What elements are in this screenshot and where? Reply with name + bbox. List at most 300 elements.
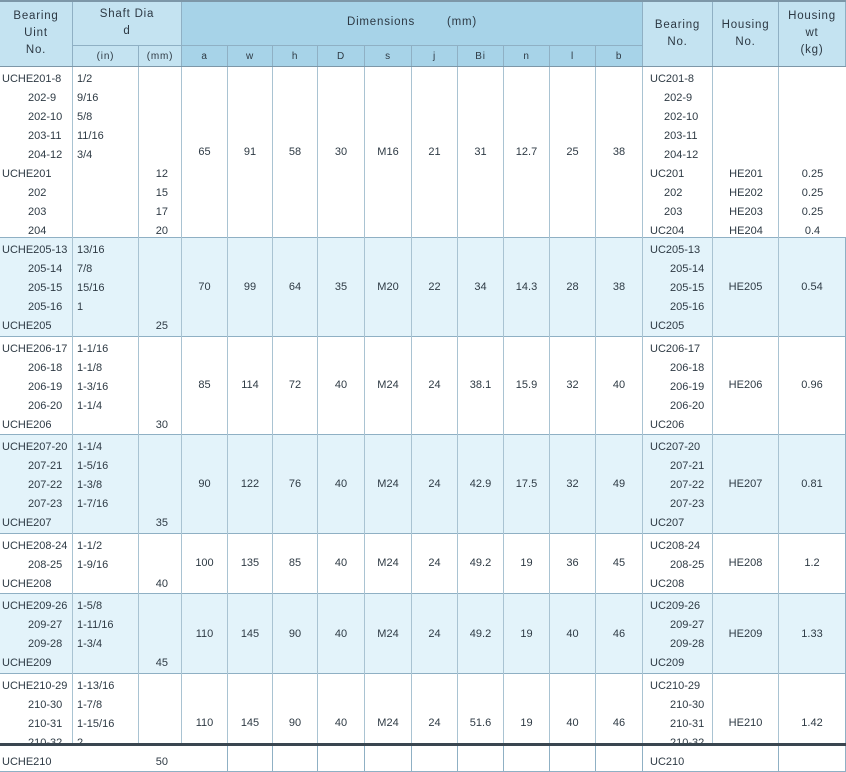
table-cell: 207-23 <box>28 498 63 511</box>
shaft-in-list <box>73 241 139 336</box>
bearing-no-list <box>643 70 713 241</box>
dim-cell: 49 <box>596 435 643 534</box>
column-rule <box>411 67 412 743</box>
dim-cell: 30 <box>318 67 365 238</box>
housing-no-cell: HE205 <box>713 238 779 337</box>
table-cell: 205-16 <box>670 301 705 314</box>
table-cell: 0.25 <box>801 168 824 180</box>
table-cell <box>139 476 182 495</box>
table-cell: 207-22 <box>28 479 63 492</box>
table-cell <box>73 753 139 772</box>
dim-cell: M20 <box>365 238 412 337</box>
table-cell: 205-14 <box>28 263 63 276</box>
table-cell: 207-21 <box>28 460 63 473</box>
table-cell: 206-19 <box>28 380 63 393</box>
table-cell: UC204 <box>650 225 685 237</box>
dim-cell: 24 <box>412 674 458 772</box>
dim-cell: 114 <box>228 337 273 436</box>
table-cell: UCHE208-24 <box>2 539 68 552</box>
table-cell: 1-11/16 <box>77 619 114 632</box>
table-cell: 203-11 <box>28 130 62 142</box>
dim-cell: 38.1 <box>458 337 504 436</box>
table-cell: UC206-17 <box>650 342 701 355</box>
table-cell <box>139 359 182 378</box>
unit-no-list <box>0 537 73 594</box>
table-cell: 1-13/16 <box>77 679 115 692</box>
table-cell: 202 <box>664 187 683 199</box>
column-rule <box>549 67 550 743</box>
dim-cell: 46 <box>596 674 643 772</box>
table-cell <box>779 89 846 108</box>
table-cell: 1-15/16 <box>77 717 115 730</box>
dim-cell: 14.3 <box>504 238 550 337</box>
table-cell: 40 <box>155 577 168 590</box>
table-cell: 1-5/8 <box>77 600 103 613</box>
table-cell: 12 <box>155 168 168 180</box>
header-line: Uint <box>24 27 48 39</box>
dim-cell: 65 <box>182 67 228 238</box>
unit-no-list <box>0 597 73 673</box>
table-cell: 210-31 <box>28 717 63 730</box>
header-line: No. <box>667 35 688 48</box>
table-cell: UCHE201-8 <box>2 73 62 85</box>
table-cell: 1-9/16 <box>77 558 109 571</box>
dim-cell: 90 <box>182 435 228 534</box>
table-cell: UC205-13 <box>650 244 701 257</box>
unit-no-list <box>0 241 73 336</box>
shaft-in-list <box>73 438 139 533</box>
table-cell <box>73 514 139 533</box>
table-cell: 202-10 <box>28 111 63 123</box>
shaft-in-list <box>73 597 139 673</box>
table-cell <box>139 696 182 715</box>
table-cell: 0.25 <box>801 206 824 218</box>
table-cell: UCHE209-26 <box>2 600 68 613</box>
table-cell: 207-22 <box>670 479 705 492</box>
dim-cell: 72 <box>273 337 318 436</box>
shaft-mm-list <box>139 241 182 336</box>
dim-cell: 34 <box>458 238 504 337</box>
table-cell: 25 <box>155 320 168 333</box>
shaft-mm-list <box>139 70 182 241</box>
table-bottom-rule <box>0 743 846 746</box>
dim-cell: 15.9 <box>504 337 550 436</box>
table-cell: 203 <box>664 206 683 218</box>
housing-no-cell: HE207 <box>713 435 779 534</box>
table-cell <box>713 127 779 146</box>
header-bearing-no <box>643 0 713 67</box>
table-cell: UC205 <box>650 320 685 333</box>
table-cell <box>139 241 182 260</box>
column-rule <box>227 67 228 743</box>
column-rule <box>317 67 318 743</box>
table-cell <box>139 457 182 476</box>
header-line: d <box>123 24 131 37</box>
table-cell: 1-5/16 <box>77 460 109 473</box>
header-unit-in: (in) <box>73 45 139 67</box>
table-cell <box>73 317 139 336</box>
table-cell: 1-1/4 <box>77 399 103 412</box>
housing-wt-list <box>779 70 846 241</box>
dim-cell: 122 <box>228 435 273 534</box>
table-cell: 206-19 <box>670 380 705 393</box>
header-line: Housing <box>721 18 770 31</box>
table-cell: 204 <box>28 225 47 237</box>
table-cell: UCHE208 <box>2 577 52 590</box>
table-cell: 206-20 <box>670 399 705 412</box>
table-cell <box>139 556 182 575</box>
dim-cell: 24 <box>412 337 458 436</box>
table-cell: UCHE206 <box>2 418 52 431</box>
housing-no-cell: HE210 <box>713 674 779 772</box>
table-cell <box>713 108 779 127</box>
table-cell: 50 <box>155 755 168 768</box>
table-cell <box>73 184 139 203</box>
dim-cell: 21 <box>412 67 458 238</box>
table-cell: 1 <box>77 301 84 314</box>
table-cell: 210-30 <box>670 698 705 711</box>
housing-wt-cell: 1.2 <box>779 534 846 595</box>
table-cell: UC206 <box>650 418 685 431</box>
table-cell <box>139 635 182 654</box>
dim-cell: M24 <box>365 337 412 436</box>
table-cell: 205-14 <box>670 263 705 276</box>
bearing-no-list <box>643 677 713 772</box>
column-rule <box>503 67 504 743</box>
dim-cell: 32 <box>550 337 596 436</box>
shaft-in-list <box>73 677 139 772</box>
table-cell <box>713 89 779 108</box>
dim-cell: 42.9 <box>458 435 504 534</box>
housing-wt-cell: 0.54 <box>779 238 846 337</box>
dim-cell: 90 <box>273 674 318 772</box>
table-cell: 202-9 <box>28 92 57 104</box>
column-rule <box>595 67 596 743</box>
column-rule <box>712 67 713 743</box>
dim-cell: 76 <box>273 435 318 534</box>
table-cell: UCHE206-17 <box>2 342 68 355</box>
table-cell: UC209 <box>650 657 685 670</box>
dim-cell: 85 <box>182 337 228 436</box>
table-cell: 20 <box>155 225 168 237</box>
header-top-rule <box>0 0 846 2</box>
header-dim-b: b <box>596 45 643 67</box>
dim-cell: M24 <box>365 534 412 595</box>
dim-cell: 45 <box>596 534 643 595</box>
table-cell: 204-12 <box>664 149 699 161</box>
header-dim-j: j <box>412 45 458 67</box>
table-cell <box>139 378 182 397</box>
table-cell: UCHE210-29 <box>2 679 68 692</box>
column-rule <box>181 67 182 743</box>
dim-cell: 40 <box>318 534 365 595</box>
housing-no-cell: HE206 <box>713 337 779 436</box>
table-cell <box>73 416 139 435</box>
table-cell: UC201-8 <box>650 73 695 85</box>
header-dim-l: l <box>550 45 596 67</box>
table-cell: 206-18 <box>28 361 63 374</box>
table-cell <box>779 127 846 146</box>
table-cell: 1-3/4 <box>77 638 103 651</box>
dim-cell: 49.2 <box>458 534 504 595</box>
table-cell: UCHE207 <box>2 517 52 530</box>
dim-cell: 40 <box>318 674 365 772</box>
table-cell: UC201 <box>650 168 685 180</box>
table-cell <box>73 203 139 222</box>
table-cell: 1-3/8 <box>77 479 103 492</box>
header-line: Housing <box>788 10 836 22</box>
table-cell: 45 <box>155 657 168 670</box>
table-cell: 35 <box>155 517 168 530</box>
table-cell <box>139 495 182 514</box>
table-cell: 209-28 <box>28 638 63 651</box>
table-cell: 205-16 <box>28 301 63 314</box>
table-cell: UC210 <box>650 755 685 768</box>
shaft-in-list <box>73 537 139 594</box>
dim-cell: 40 <box>550 594 596 674</box>
table-cell <box>139 146 182 165</box>
table-cell: 206-20 <box>28 399 63 412</box>
table-cell <box>139 260 182 279</box>
shaft-mm-list <box>139 340 182 435</box>
dim-cell: 40 <box>318 337 365 436</box>
dim-cell: 40 <box>318 594 365 674</box>
table-cell: 0.25 <box>801 187 824 199</box>
table-cell: 1-1/2 <box>77 539 103 552</box>
table-cell: 5/8 <box>77 111 93 123</box>
table-cell <box>139 677 182 696</box>
bearing-no-list <box>643 537 713 594</box>
table-cell: UCHE207-20 <box>2 441 68 454</box>
dim-cell: 38 <box>596 67 643 238</box>
unit-no-list <box>0 438 73 533</box>
header-dim-w: w <box>228 45 273 67</box>
housing-wt-cell: 0.96 <box>779 337 846 436</box>
table-cell <box>713 146 779 165</box>
table-cell: 1-3/16 <box>77 380 109 393</box>
dim-cell: 70 <box>182 238 228 337</box>
column-rule <box>642 67 643 743</box>
dim-cell: 49.2 <box>458 594 504 674</box>
housing-wt-cell: 1.42 <box>779 674 846 772</box>
table-cell: 1-1/16 <box>77 342 109 355</box>
dim-cell: 145 <box>228 674 273 772</box>
column-rule <box>364 67 365 743</box>
housing-no-cell: HE208 <box>713 534 779 595</box>
table-cell: 1-7/16 <box>77 498 109 511</box>
table-cell: 9/16 <box>77 92 99 104</box>
housing-no-cell: HE209 <box>713 594 779 674</box>
table-cell <box>139 127 182 146</box>
table-cell <box>779 70 846 89</box>
dim-cell: 46 <box>596 594 643 674</box>
dim-cell: 19 <box>504 674 550 772</box>
table-cell: 206-18 <box>670 361 705 374</box>
table-cell <box>73 575 139 594</box>
table-cell: 208-25 <box>670 558 705 571</box>
table-cell: UC210-29 <box>650 679 701 692</box>
header-dimensions: Dimensions (mm) <box>182 0 643 45</box>
table-cell <box>139 279 182 298</box>
dim-cell: 145 <box>228 594 273 674</box>
table-cell: UCHE209 <box>2 657 52 670</box>
dim-cell: 51.6 <box>458 674 504 772</box>
column-rule <box>72 67 73 743</box>
table-cell: 202 <box>28 187 47 199</box>
dim-cell: 135 <box>228 534 273 595</box>
dim-cell: 25 <box>550 67 596 238</box>
table-cell <box>779 108 846 127</box>
header-dim-h: h <box>273 45 318 67</box>
table-cell: 210-30 <box>28 698 63 711</box>
header-dim-n: n <box>504 45 550 67</box>
table-cell: 209-27 <box>670 619 705 632</box>
header-dim-bi: Bi <box>458 45 504 67</box>
table-cell: 209-27 <box>28 619 63 632</box>
dim-cell: 17.5 <box>504 435 550 534</box>
dim-cell: 58 <box>273 67 318 238</box>
table-cell: 207-21 <box>670 460 705 473</box>
dim-cell: 22 <box>412 238 458 337</box>
header-housing-wt <box>779 0 846 67</box>
table-cell: HE201 <box>729 168 763 180</box>
table-cell: HE202 <box>729 187 763 199</box>
header-line: No. <box>25 44 47 56</box>
table-cell: 0.4 <box>804 225 821 237</box>
dim-cell: M16 <box>365 67 412 238</box>
dim-cell: 24 <box>412 534 458 595</box>
table-cell: 1-1/4 <box>77 441 103 454</box>
header-housing-no <box>713 0 779 67</box>
shaft-mm-list <box>139 677 182 772</box>
table-cell <box>139 340 182 359</box>
table-cell: UCHE210 <box>2 755 52 768</box>
table-cell <box>139 616 182 635</box>
table-cell <box>73 165 139 184</box>
table-cell: UC209-26 <box>650 600 701 613</box>
dim-cell: 90 <box>273 594 318 674</box>
header-unit-mm: (mm) <box>139 45 182 67</box>
housing-no-list <box>713 70 779 241</box>
table-cell: UCHE201 <box>2 168 52 180</box>
table-cell: 205-15 <box>670 282 705 295</box>
header-mid-rule <box>73 45 643 46</box>
unit-no-list <box>0 340 73 435</box>
unit-no-list <box>0 677 73 772</box>
dim-cell: 64 <box>273 238 318 337</box>
table-cell <box>139 70 182 89</box>
header-line: Bearing <box>13 10 59 22</box>
column-rule <box>457 67 458 743</box>
table-cell <box>139 298 182 317</box>
table-cell: 202-9 <box>664 92 693 104</box>
table-cell: UC208 <box>650 577 685 590</box>
dim-cell: 85 <box>273 534 318 595</box>
table-cell: HE203 <box>729 206 763 218</box>
dim-cell: 38 <box>596 238 643 337</box>
table-cell: 13/16 <box>77 244 105 257</box>
bearing-no-list <box>643 241 713 336</box>
table-cell: 15 <box>155 187 168 199</box>
table-cell: 209-28 <box>670 638 705 651</box>
table-cell: 11/16 <box>77 130 104 142</box>
dim-cell: 40 <box>318 435 365 534</box>
header-dim-d: D <box>318 45 365 67</box>
dim-cell: 99 <box>228 238 273 337</box>
table-cell <box>139 397 182 416</box>
table-cell: 17 <box>155 206 168 218</box>
dim-cell: 28 <box>550 238 596 337</box>
table-cell: UCHE205 <box>2 320 52 333</box>
table-cell: 202-10 <box>664 111 699 123</box>
table-cell: 203-11 <box>664 130 698 142</box>
table-cell: 207-23 <box>670 498 705 511</box>
unit-no-list <box>0 70 73 241</box>
table-cell: 30 <box>155 418 168 431</box>
table-cell: 3/4 <box>77 149 93 161</box>
dim-cell: 40 <box>550 674 596 772</box>
table-cell: 205-15 <box>28 282 63 295</box>
dim-cell: 35 <box>318 238 365 337</box>
dim-cell: 24 <box>412 435 458 534</box>
table-cell <box>139 89 182 108</box>
table-cell: HE204 <box>729 225 763 237</box>
dim-cell: 40 <box>596 337 643 436</box>
table-cell <box>139 597 182 616</box>
table-cell: 210-31 <box>670 717 705 730</box>
header-line: Shaft Dia <box>99 7 155 20</box>
bearing-no-list <box>643 340 713 435</box>
dim-cell: M24 <box>365 674 412 772</box>
table-cell: 15/16 <box>77 282 105 295</box>
header-bearing-unit-no <box>0 0 73 67</box>
header-dim-a: a <box>182 45 228 67</box>
shaft-mm-list <box>139 438 182 533</box>
dim-cell: M24 <box>365 594 412 674</box>
dim-cell: M24 <box>365 435 412 534</box>
table-cell <box>73 654 139 673</box>
header-shaft-dia <box>73 0 182 45</box>
dim-cell: 19 <box>504 534 550 595</box>
table-cell: 1/2 <box>77 73 93 85</box>
dim-cell: 31 <box>458 67 504 238</box>
header-line: Bearing <box>654 18 701 31</box>
table-cell: 203 <box>28 206 47 218</box>
table-cell: UC207 <box>650 517 685 530</box>
table-cell: 7/8 <box>77 263 93 276</box>
housing-wt-cell: 1.33 <box>779 594 846 674</box>
header-line: No. <box>735 35 756 48</box>
header-line: wt <box>805 27 819 39</box>
table-cell: UCHE205-13 <box>2 244 68 257</box>
bearing-no-list <box>643 597 713 673</box>
header-dim-s: s <box>365 45 412 67</box>
header-line: (kg) <box>800 44 824 56</box>
dim-cell: 91 <box>228 67 273 238</box>
table-cell <box>713 70 779 89</box>
dim-cell: 36 <box>550 534 596 595</box>
shaft-mm-list <box>139 537 182 594</box>
dim-cell: 12.7 <box>504 67 550 238</box>
bearing-no-list <box>643 438 713 533</box>
dim-cell: 110 <box>182 674 228 772</box>
table-cell: UC208-24 <box>650 539 701 552</box>
table-cell <box>139 715 182 734</box>
table-cell: 1-7/8 <box>77 698 103 711</box>
table-cell: UC207-20 <box>650 441 701 454</box>
table-cell: 208-25 <box>28 558 63 571</box>
table-cell: 1-1/8 <box>77 361 103 374</box>
